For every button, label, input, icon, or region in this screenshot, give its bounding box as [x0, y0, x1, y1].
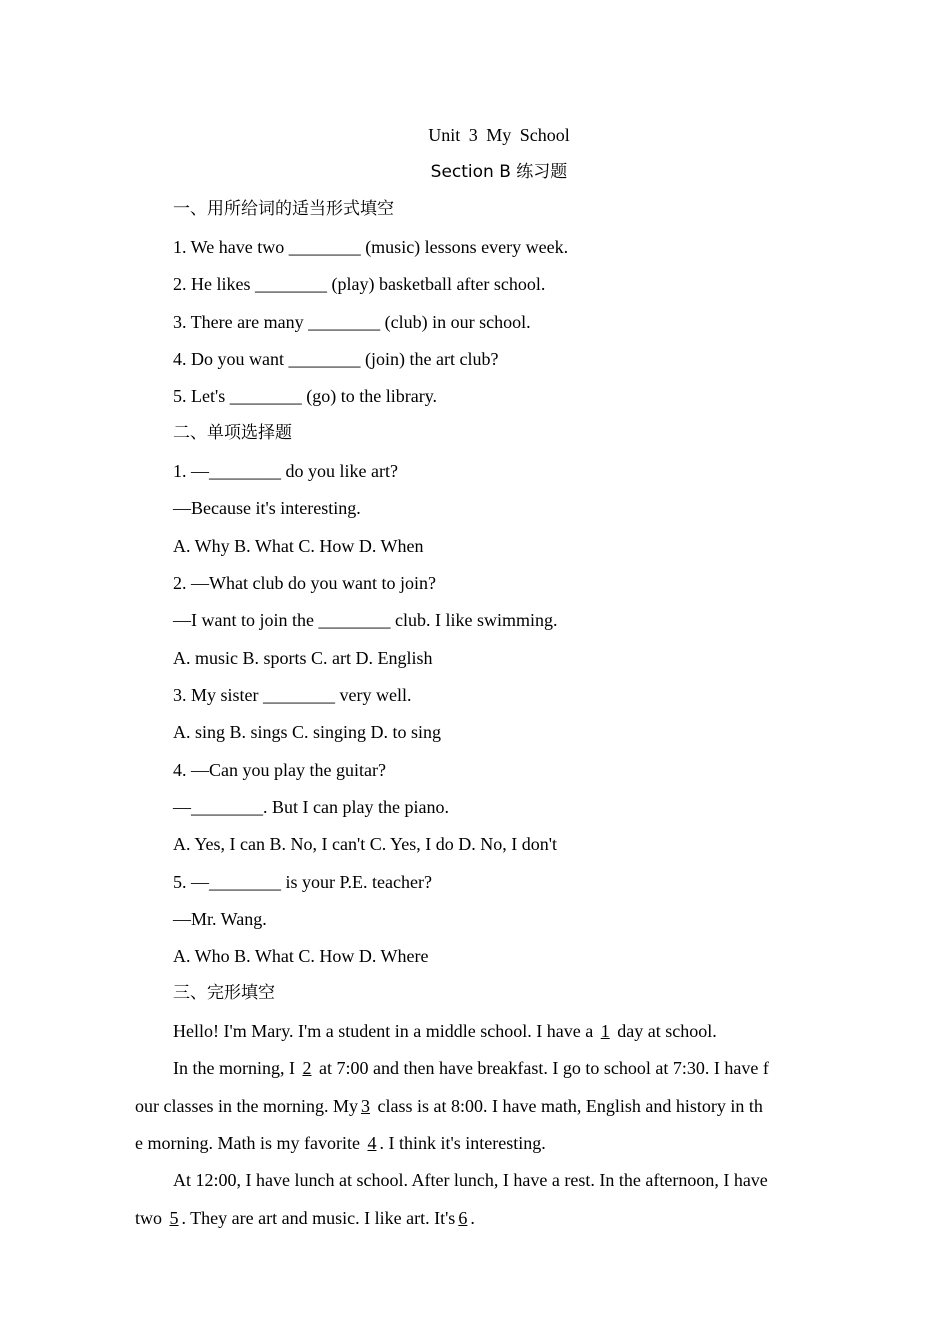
options-line: A. sing B. sings C. singing D. to sing	[173, 722, 442, 742]
passage-line	[135, 1207, 475, 1229]
question-line: 1. —________ do you like art?	[173, 461, 398, 481]
options-line: A. Yes, I can B. No, I can't C. Yes, I do D. No, I don't	[173, 834, 557, 854]
cloze-blank: 3	[360, 1096, 370, 1116]
answer-line: —I want to join the ________ club. I like swimming.	[173, 610, 558, 630]
passage-text: class is at 8:00. I have math, English and history in th	[372, 1096, 763, 1116]
cloze-blank: 5	[169, 1208, 179, 1228]
passage-line	[173, 1057, 769, 1079]
question-line: 4. Do you want ________ (join) the art club?	[173, 349, 499, 369]
options-line: A. music B. sports C. art D. English	[173, 648, 433, 668]
cloze-blank: 1	[600, 1021, 610, 1041]
question-line: 3. There are many ________ (club) in our school.	[173, 312, 531, 332]
cloze-blank: 6	[458, 1208, 468, 1228]
answer-line: —________. But I can play the piano.	[173, 797, 449, 817]
passage-text: . They are art and music. I like art. It's	[181, 1208, 456, 1228]
section-heading-fill-in: 一、用所给词的适当形式填空	[173, 199, 394, 219]
cloze-blank: 2	[302, 1058, 312, 1078]
passage-text: In the morning, I	[173, 1058, 300, 1078]
question-line: 3. My sister ________ very well.	[173, 685, 412, 705]
options-line: A. Who B. What C. How D. Where	[173, 946, 429, 966]
passage-line	[173, 1169, 768, 1191]
worksheet-title: Unit 3 My School	[428, 125, 570, 145]
passage-text: two	[135, 1208, 167, 1228]
passage-line	[135, 1132, 546, 1154]
answer-line: —Mr. Wang.	[173, 909, 267, 929]
passage-text: At 12:00, I have lunch at school. After lunch, I have a rest. In the afternoon, I have	[173, 1170, 768, 1190]
question-line: 5. —________ is your P.E. teacher?	[173, 872, 432, 892]
passage-text: our classes in the morning. My	[135, 1096, 358, 1116]
cloze-blank: 4	[367, 1133, 377, 1153]
question-line: 4. —Can you play the guitar?	[173, 760, 386, 780]
passage-line	[135, 1095, 763, 1117]
section-heading-cloze: 三、完形填空	[173, 983, 275, 1003]
passage-text: Hello! I'm Mary. I'm a student in a middle school. I have a	[173, 1021, 598, 1041]
passage-text: e morning. Math is my favorite	[135, 1133, 365, 1153]
passage-text: . I think it's interesting.	[379, 1133, 546, 1153]
question-line: 2. —What club do you want to join?	[173, 573, 436, 593]
question-line: 1. We have two ________ (music) lessons every week.	[173, 237, 569, 257]
passage-text: day at school.	[612, 1021, 717, 1041]
question-line: 5. Let's ________ (go) to the library.	[173, 386, 438, 406]
passage-line	[173, 1020, 717, 1042]
worksheet-subtitle: Section B 练习题	[430, 162, 568, 182]
passage-text: .	[470, 1208, 475, 1228]
answer-line: —Because it's interesting.	[173, 498, 361, 518]
question-line: 2. He likes ________ (play) basketball after school.	[173, 274, 546, 294]
section-heading-multiple-choice: 二、单项选择题	[173, 423, 292, 443]
options-line: A. Why B. What C. How D. When	[173, 536, 424, 556]
passage-text: at 7:00 and then have breakfast. I go to school at 7:30. I have f	[314, 1058, 769, 1078]
